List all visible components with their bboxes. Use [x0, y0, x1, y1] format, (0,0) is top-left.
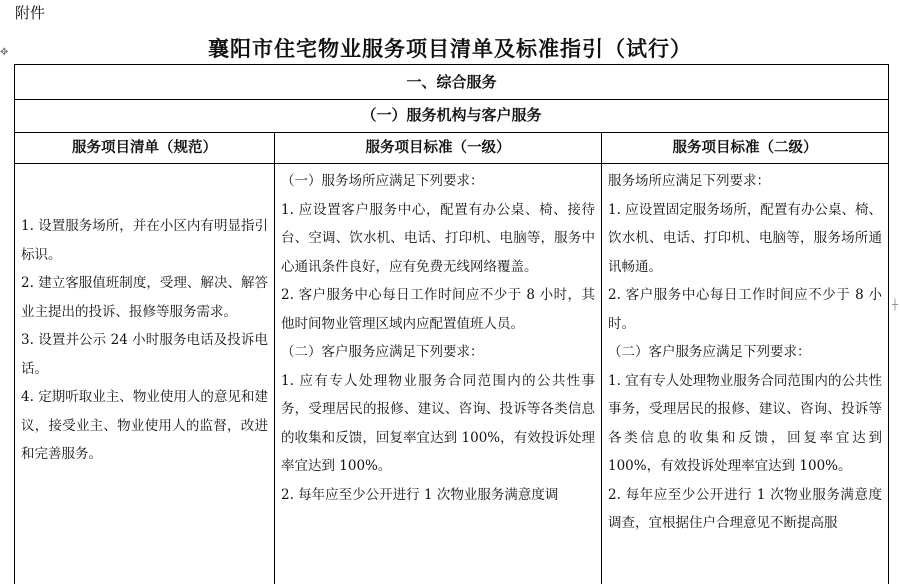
document-title: 襄阳市住宅物业服务项目清单及标准指引（试行） [208, 36, 692, 61]
section-subtitle: （一）服务机构与客户服务 [14, 99, 889, 133]
attachment-label: 附件 [15, 4, 46, 22]
list-item: 1. 设置服务场所，并在小区内有明显指引标识。 [21, 218, 268, 263]
level2-column [602, 164, 889, 584]
column-header-level2: 服务项目标准（二级） [602, 133, 889, 164]
standards-table [14, 64, 889, 584]
column-header-list: 服务项目清单（规范） [14, 133, 275, 164]
level1-paragraph: 1. 应设置客户服务中心，配置有办公桌、椅、接待台、空调、饮水机、电话、打印机、电脑等，服务中心通讯条件良好，应有免费无线网络覆盖。 [281, 201, 595, 275]
list-column [14, 164, 275, 584]
level2-paragraph: （二）客户服务应满足下列要求： [608, 344, 811, 360]
list-item: 2. 建立客服值班制度，受理、解决、解答业主提出的投诉、报修等服务需求。 [21, 275, 268, 320]
level2-paragraph: 1. 应设置固定服务场所，配置有办公桌、椅、饮水机、电话、打印机、电脑等，服务场所通讯畅通。 [608, 201, 882, 275]
level2-paragraph: 服务场所应满足下列要求： [608, 173, 770, 189]
level1-paragraph: （一）服务场所应满足下列要求： [281, 173, 484, 189]
level1-paragraph: 2. 客户服务中心每日工作时间应不少于 8 小时，其他时间物业管理区域内应配置值班人员。 [281, 287, 595, 332]
table-move-handle-icon[interactable]: ✥ [0, 47, 9, 58]
level1-paragraph: （二）客户服务应满足下列要求： [281, 344, 484, 360]
level2-paragraph: 2. 每年应至少公开进行 1 次物业服务满意度调查，宜根据住户合理意见不断提高服 [608, 486, 882, 531]
list-item: 4. 定期听取业主、物业使用人的意见和建议，接受业主、物业使用人的监督，改进和完善服务。 [21, 389, 268, 462]
section-title: 一、综合服务 [14, 64, 889, 100]
list-item: 3. 设置并公示 24 小时服务电话及投诉电话。 [21, 332, 268, 377]
level1-column [275, 164, 602, 584]
column-header-level1: 服务项目标准（一级） [275, 133, 602, 164]
level1-paragraph: 2. 每年应至少公开进行 1 次物业服务满意度调 [281, 486, 559, 503]
level1-paragraph: 1. 应有专人处理物业服务合同范围内的公共性事务，受理居民的报修、建议、咨询、投诉等各类信息的收集和反馈，回复率宜达到 100%，有效投诉处理率宜达到 100%。 [281, 372, 595, 474]
level2-paragraph: 2. 客户服务中心每日工作时间应不少于 8 小时。 [608, 287, 882, 332]
level2-paragraph: 1. 宜有专人处理物业服务合同范围内的公共性事务，受理居民的报修、建议、咨询、投诉等各类信息的收集和反馈，回复率宜达到 100%，有效投诉处理率宜达到 100%。 [608, 372, 882, 474]
scroll-edge-marker[interactable]: ┼ [892, 300, 899, 311]
